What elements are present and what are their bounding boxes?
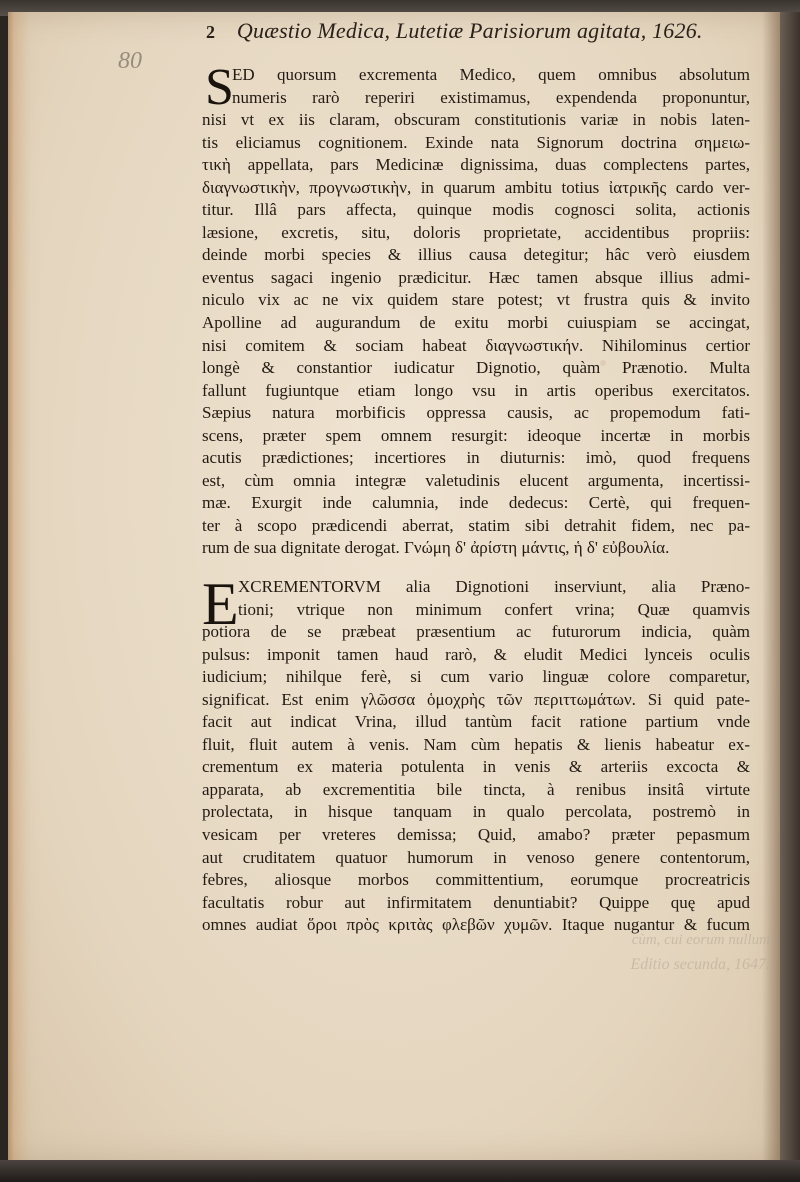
text-line: deinde morbi species & illius causa detegitur; hâc verò eiusdem <box>202 245 750 265</box>
text-line: læsione, excretis, situ, doloris proprietate, accidentibus propriis: <box>202 222 750 242</box>
text-line: longè & constantior iudicatur Dignotio, quàm Prænotio. Multa <box>202 358 750 378</box>
text-line: significat. Est enim γλῶσσα ὁμοχρὴς τῶν περιττωμάτων. Si quid pate- <box>202 689 750 709</box>
text-line: acutis prædictiones; incertiores in diuturnis: imò, quod frequens <box>202 448 750 468</box>
drop-cap-e: E <box>202 571 239 637</box>
paper-spot <box>600 360 606 366</box>
text-line: aut cruditatem quatuor humorum in venoso genere contentorum, <box>202 847 750 867</box>
text-line: omnes audiat ὅροι πρὸς κριτὰς φλεβῶν χυμῶν. Itaque nugantur & fucum <box>202 915 750 935</box>
text-line: prolectata, in hisque tanquam in qualo percolata, postremò in <box>202 802 750 822</box>
text-line: fallunt fugiuntque etiam longo vsu in artis operibus exercitatos. <box>202 380 750 400</box>
text-line: facultatis robur aut infirmitatem denuntiabit? Quippe quę apud <box>202 892 750 912</box>
text-line: ter à scopo prædicendi aberrat, statim sibi detrahit fidem, nec pa- <box>202 515 750 535</box>
text-line: numeris rarò reperiri existimamus, expendenda proponuntur, <box>232 87 750 107</box>
text-line: vesicam per vreteres demissa; Quid, amabo? præter pepasmum <box>202 825 750 845</box>
page-number: 2 <box>206 22 216 42</box>
text-line: eventus sagaci ingenio prædicitur. Hæc tamen absque illius admi- <box>202 267 750 287</box>
running-header <box>206 18 746 44</box>
text-line: ED quorsum excrementa Medico, quem omnibus absolutum <box>232 65 750 84</box>
text-line: iudicium; nihilque ferè, si cum vario linguæ colore comparetur, <box>202 667 750 687</box>
text-line: potiora de se præbeat præsentium ac futurorum indicia, quàm <box>202 622 750 642</box>
bottom-scan-border <box>0 1160 800 1182</box>
page-edge <box>780 12 800 1162</box>
drop-cap-s: S <box>205 59 234 116</box>
text-line: Apolline ad augurandum de exitu morbi cuiuspiam se accingat, <box>202 313 750 333</box>
text-line: facit aut indicat Vrina, illud tantùm facit ratione partium vnde <box>202 712 750 732</box>
text-line: apparata, ab excrementitia bile tincta, à renibus insitâ virtute <box>202 779 750 799</box>
text-line: Sæpius natura morbificis oppressa causis, ac propemodum fati- <box>202 403 750 423</box>
folio-handwritten-note: 80 <box>118 48 142 74</box>
text-line: nisi vt ex iis claram, obscuram constitutionis variæ in nobis laten- <box>202 110 750 130</box>
text-line: titur. Illâ pars affecta, quinque modis cognosci solita, actionis <box>202 200 750 220</box>
running-title: Quæstio Medica, Lutetiæ Parisiorum agitata, 1626. <box>236 18 703 43</box>
paragraph-2 <box>202 571 750 937</box>
text-line: febres, aliosque morbos committentium, eorumque procreatricis <box>202 870 750 890</box>
text-line: τικὴ appellata, pars Medicinæ dignissima, duas complectens partes, <box>202 155 750 175</box>
paragraph-1 <box>202 59 750 560</box>
text-line: διαγνωστικὴν, προγνωστικὴν, in quarum ambitu totius ἰατρικῆς cardo ver- <box>202 177 750 197</box>
text-line: mæ. Exurgit inde calumnia, inde dedecus: Certè, qui frequen- <box>202 493 750 513</box>
text-line: est, cùm omnia integræ valetudinis elucent argumenta, incertissi- <box>202 470 750 490</box>
text-line: rum de sua dignitate derogat. Γνώμη δ' ἀρίστη μάντις, ἡ δ' εὐβουλία. <box>202 538 670 558</box>
text-line: pulsus: imponit tamen haud rarò, & eludit Medici lynceis oculis <box>202 644 750 664</box>
bleed-through-text: Editio secunda, 1647. <box>630 956 770 973</box>
text-line: XCREMENTORVM alia Dignotioni inserviunt, alia Præno- <box>238 577 750 596</box>
text-line: tis eliciamus cognitionem. Exinde nata Signorum doctrina σημειω- <box>202 132 750 152</box>
bleed-through-text: cùm, cui eorum nullum <box>631 932 770 948</box>
text-line: fluit, fluit autem à venis. Nam cùm hepatis & lienis habeatur ex- <box>202 734 750 754</box>
text-line: niculo vix ac ne vix quidem stare potest; vt frustra quis & invito <box>202 290 750 310</box>
text-line: tioni; vtrique non minimum confert vrina; Quæ quamvis <box>238 599 750 619</box>
text-line: scens, præter spem omnem resurgit: ideoque incertæ in morbis <box>202 425 750 445</box>
text-line: nisi comitem & sociam habeat διαγνωστικήν. Nihilominus certior <box>202 335 750 355</box>
text-line: crementum ex materia potulenta in venis & arteriis excocta & <box>202 757 750 777</box>
